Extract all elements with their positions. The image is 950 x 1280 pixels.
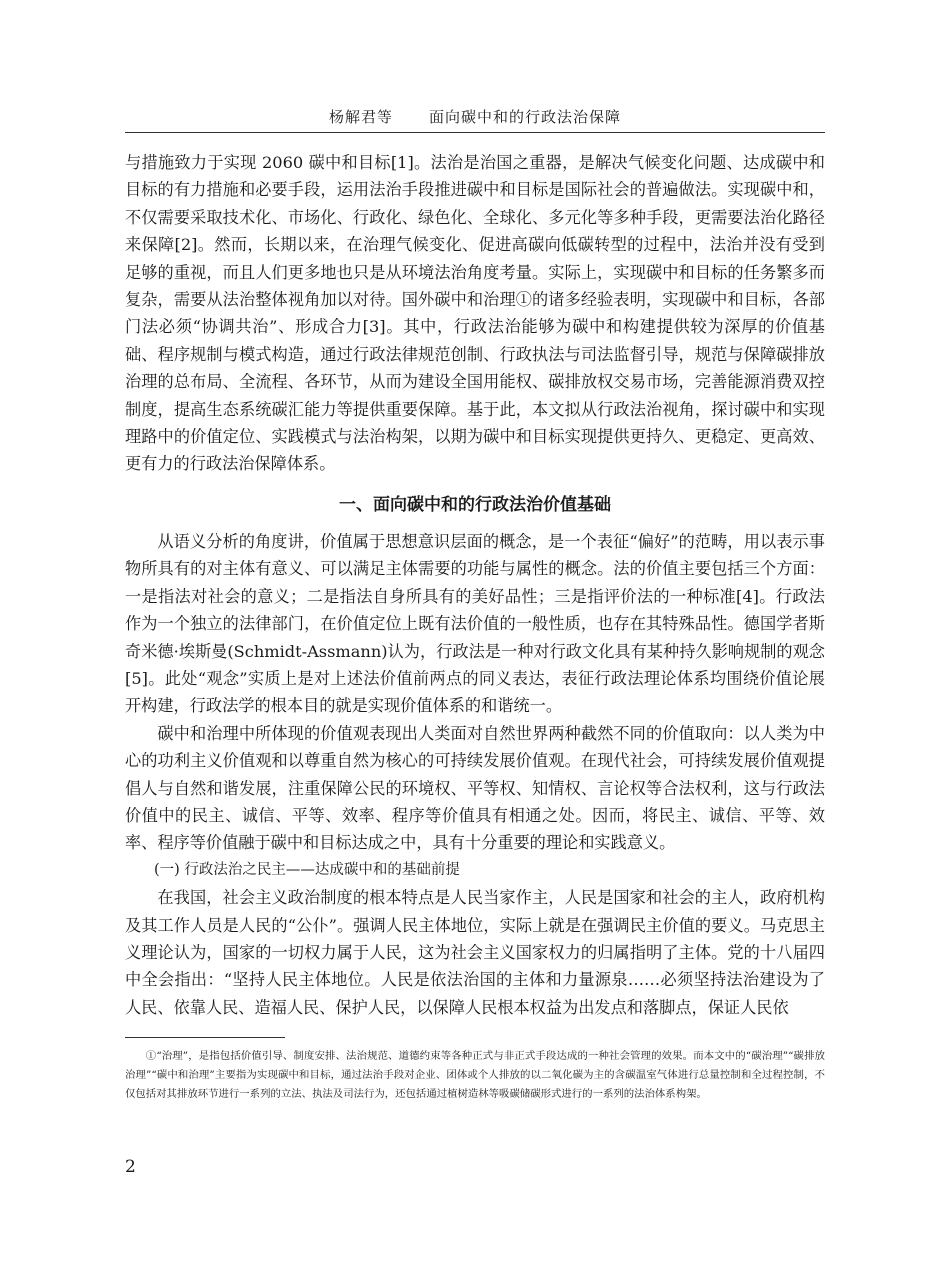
subsection-heading: (一) 行政法治之民主——达成碳中和的基础前提	[154, 861, 460, 878]
running-head-title: 面向碳中和的行政法治保障	[429, 108, 622, 126]
body-paragraph: 在我国，社会主义政治制度的根本特点是人民当家作主，人民是国家和社会的主人，政府机构及其工作人员是人民的“公仆”。强调人民主体地位，实际上就是在强调民主价值的要义。马克思主义理论认为，国家的一切权力属于人民，这为社会主义国家权力的归属指明了主体。党的十八届四中全会指出：“坚持人民主体地位。人民是依法治国的主体和力量源泉……必须坚持法治建设为了人民、依靠人民、造福人民、保护人民，以保障人民根本权益为出发点和落脚点，保证人民依	[125, 888, 825, 1017]
footnote-rule	[125, 1037, 285, 1038]
running-head-authors: 杨解君等	[328, 108, 393, 126]
running-head	[125, 106, 825, 127]
body-paragraph: 与措施致力于实现 2060 碳中和目标[1]。法治是治国之重器，是解决气候变化问题、达成碳中和目标的有力措施和必要手段，运用法治手段推进碳中和目标是国际社会的普遍做法。实现碳中和，不仅需要采取技术化、市场化、行政化、绿色化、全球化、多元化等多种手段，更需要法治化路径来保障[2]。然而，长期以来，在治理气候变化、促进高碳向低碳转型的过程中，法治并没有受到足够的重视，而且人们更多地也只是从环境法治角度考量。实际上，实现碳中和目标的任务繁多而复杂，需要从法治整体视角加以对待。国外碳中和治理①的诸多经验表明，实现碳中和目标，各部门法必须“协调共治”、形成合力[3]。其中，行政法治能够为碳中和构建提供较为深厚的价值基础、程序规制与模式构造，通过行政法律规范创制、行政执法与司法监督引导，规范与保障碳排放治理的总布局、全流程、各环节，从而为建设全国用能权、碳排放权交易市场，完善能源消费双控制度，提高生态系统碳汇能力等提供重要保障。基于此，本文拟从行政法治视角，探讨碳中和实现理路中的价值定位、实践模式与法治构架，以期为碳中和目标实现提供更持久、更稳定、更高效、更有力的行政法治保障体系。	[125, 153, 825, 474]
body-paragraph: 从语义分析的角度讲，价值属于思想意识层面的概念，是一个表征“偏好”的范畴，用以表示事物所具有的对主体有意义、可以满足主体需要的功能与属性的概念。法的价值主要包括三个方面：一是指法对社会的意义；二是指法自身所具有的美好品性；三是指评价法的一种标准[4]。行政法作为一个独立的法律部门，在价值定位上既有法价值的一般性质，也存在其特殊品性。德国学者斯奇米德·埃斯曼(Schmidt-Assmann)认为，行政法是一种对行政文化具有某种持久影响规制的观念[5]。此处“观念”实质上是对上述法价值前两点的同义表达，表征行政法理论体系均围绕价值论展开构建，行政法学的根本目的就是实现价值体系的和谐统一。	[125, 531, 825, 716]
section-heading: 一、面向碳中和的行政法治价值基础	[339, 494, 611, 515]
page-number: 2	[125, 1157, 136, 1177]
footnote: ①“治理”，是指包括价值引导、制度安排、法治规范、道德约束等各种正式与非正式手段达成的一种社会管理的效果。而本文中的“碳治理”“碳排放治理”“碳中和治理”主要指为实现碳中和目标，通过法治手段对企业、团体或个人排放的以二氧化碳为主的含碳温室气体进行总量控制和全过程控制，不仅包括对其排放环节进行一系列的立法、执法及司法行为，还包括通过植树造林等吸碳储碳形式进行的一系列的法治体系构架。	[125, 1050, 825, 1100]
body-paragraph: 碳中和治理中所体现的价值观表现出人类面对自然世界两种截然不同的价值取向：以人类为中心的功利主义价值观和以尊重自然为核心的可持续发展价值观。在现代社会，可持续发展价值观提倡人与自然和谐发展，注重保障公民的环境权、平等权、知情权、言论权等合法权利，这与行政法价值中的民主、诚信、平等、效率、程序等价值具有相通之处。因而，将民主、诚信、平等、效率、程序等价值融于碳中和目标达成之中，具有十分重要的理论和实践意义。	[125, 723, 825, 853]
main-body	[125, 149, 825, 1021]
header-rule	[125, 132, 825, 133]
